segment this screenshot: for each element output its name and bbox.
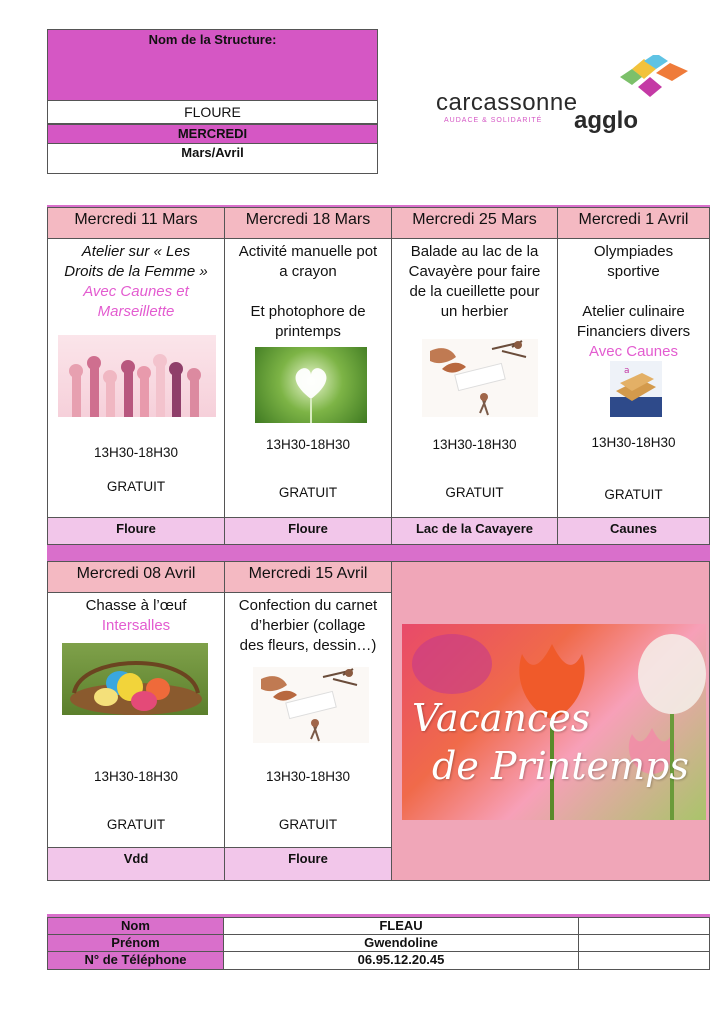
price-label: GRATUIT [278, 485, 338, 500]
svg-text:a: a [624, 366, 630, 376]
activity-text: a crayon [279, 263, 337, 280]
price-label: GRATUIT [604, 487, 663, 502]
contact-label-nom: Nom [47, 917, 224, 935]
activity-text: Confection du carnet [238, 597, 378, 614]
activity-text: Chasse à l’œuf [85, 597, 187, 614]
banner-title-line1: Vacances [412, 696, 591, 740]
week1-day1-cell [47, 238, 225, 518]
week1-day4-place: Caunes [557, 517, 710, 545]
week1-day1-place: Floure [47, 517, 225, 545]
structure-name: FLOURE [47, 100, 378, 124]
time-slot: 13H30-18H30 [265, 769, 351, 784]
structure-label-box [47, 29, 378, 101]
week2-day2-place: Floure [224, 847, 392, 881]
contact-extra-cell [578, 917, 710, 935]
herbarium-icon [422, 339, 538, 417]
week2-day2-cell [224, 592, 392, 848]
activity-text: printemps [275, 323, 341, 340]
activity-text: Activité manuelle pot [238, 243, 378, 260]
logo-name-line1: carcassonne [436, 89, 578, 116]
price-label: GRATUIT [106, 817, 166, 832]
time-slot: 13H30-18H30 [265, 437, 351, 452]
week1-day2-place: Floure [224, 517, 392, 545]
contact-label-prenom: Prénom [47, 934, 224, 952]
partner-text: Avec Caunes [589, 343, 678, 360]
week1-day3-title: Mercredi 25 Mars [391, 207, 558, 239]
partner-text: Avec Caunes et [83, 283, 189, 300]
activity-text: Financiers divers [576, 323, 691, 340]
banner-title-line2: de Printemps [432, 744, 689, 788]
contact-extra-cell [578, 934, 710, 952]
agglo-logo [432, 55, 697, 135]
week2-day1-place: Vdd [47, 847, 225, 881]
activity-text: Atelier culinaire [582, 303, 685, 320]
tulips-icon [402, 624, 706, 820]
partner-text: Intersalles [101, 617, 171, 634]
banner-panel [391, 561, 710, 881]
week1-day3-place: Lac de la Cavayere [391, 517, 558, 545]
contact-value-prenom: Gwendoline [223, 934, 579, 952]
week2-day1-cell [47, 592, 225, 848]
period-label: Mars/Avril [47, 143, 378, 174]
herbarium-icon [253, 667, 369, 743]
contact-value-nom: FLEAU [223, 917, 579, 935]
activity-text: des fleurs, dessin…) [239, 637, 377, 654]
raised-fists-icon [58, 335, 216, 417]
activity-text: Et photophore de [250, 303, 366, 320]
time-slot: 13H30-18H30 [93, 445, 179, 460]
week1-day2-title: Mercredi 18 Mars [224, 207, 392, 239]
week1-day1-title: Mercredi 11 Mars [47, 207, 225, 239]
price-label: GRATUIT [445, 485, 504, 500]
time-slot: 13H30-18H30 [93, 769, 179, 784]
activity-text: un herbier [440, 303, 509, 320]
dandelion-heart-icon [255, 347, 367, 423]
activity-text: Atelier sur « Les [81, 243, 191, 260]
financiers-icon [610, 361, 662, 417]
week1-day3-cell [391, 238, 558, 518]
time-slot: 13H30-18H30 [591, 435, 676, 450]
structure-label: Nom de la Structure: [148, 32, 277, 47]
price-label: GRATUIT [106, 479, 166, 494]
logo-tagline: AUDACE & SOLIDARITÉ [444, 117, 543, 124]
week1-day4-title: Mercredi 1 Avril [557, 207, 710, 239]
easter-eggs-icon [62, 643, 208, 715]
activity-text: d’herbier (collage [250, 617, 366, 634]
activity-text: Olympiades [593, 243, 674, 260]
diamond-logo-icon [602, 55, 702, 115]
activity-text: Droits de la Femme » [64, 263, 208, 280]
week2-day2-title: Mercredi 15 Avril [224, 561, 392, 593]
logo-name-line2: agglo [574, 107, 638, 134]
week1-day2-cell [224, 238, 392, 518]
activity-text: sportive [607, 263, 660, 280]
week-separator [47, 545, 710, 562]
activity-text: de la cueillette pour [409, 283, 540, 300]
contact-value-telephone: 06.95.12.20.45 [223, 951, 579, 970]
day-label: MERCREDI [47, 124, 378, 144]
partner-text: Marseillette [97, 303, 175, 320]
activity-text: Cavayère pour faire [408, 263, 541, 280]
contact-label-telephone: N° de Téléphone [47, 951, 224, 970]
price-label: GRATUIT [278, 817, 338, 832]
contact-extra-cell [578, 951, 710, 970]
activity-text: Balade au lac de la [410, 243, 539, 260]
time-slot: 13H30-18H30 [432, 437, 517, 452]
week1-day4-cell [557, 238, 710, 518]
week2-day1-title: Mercredi 08 Avril [47, 561, 225, 593]
